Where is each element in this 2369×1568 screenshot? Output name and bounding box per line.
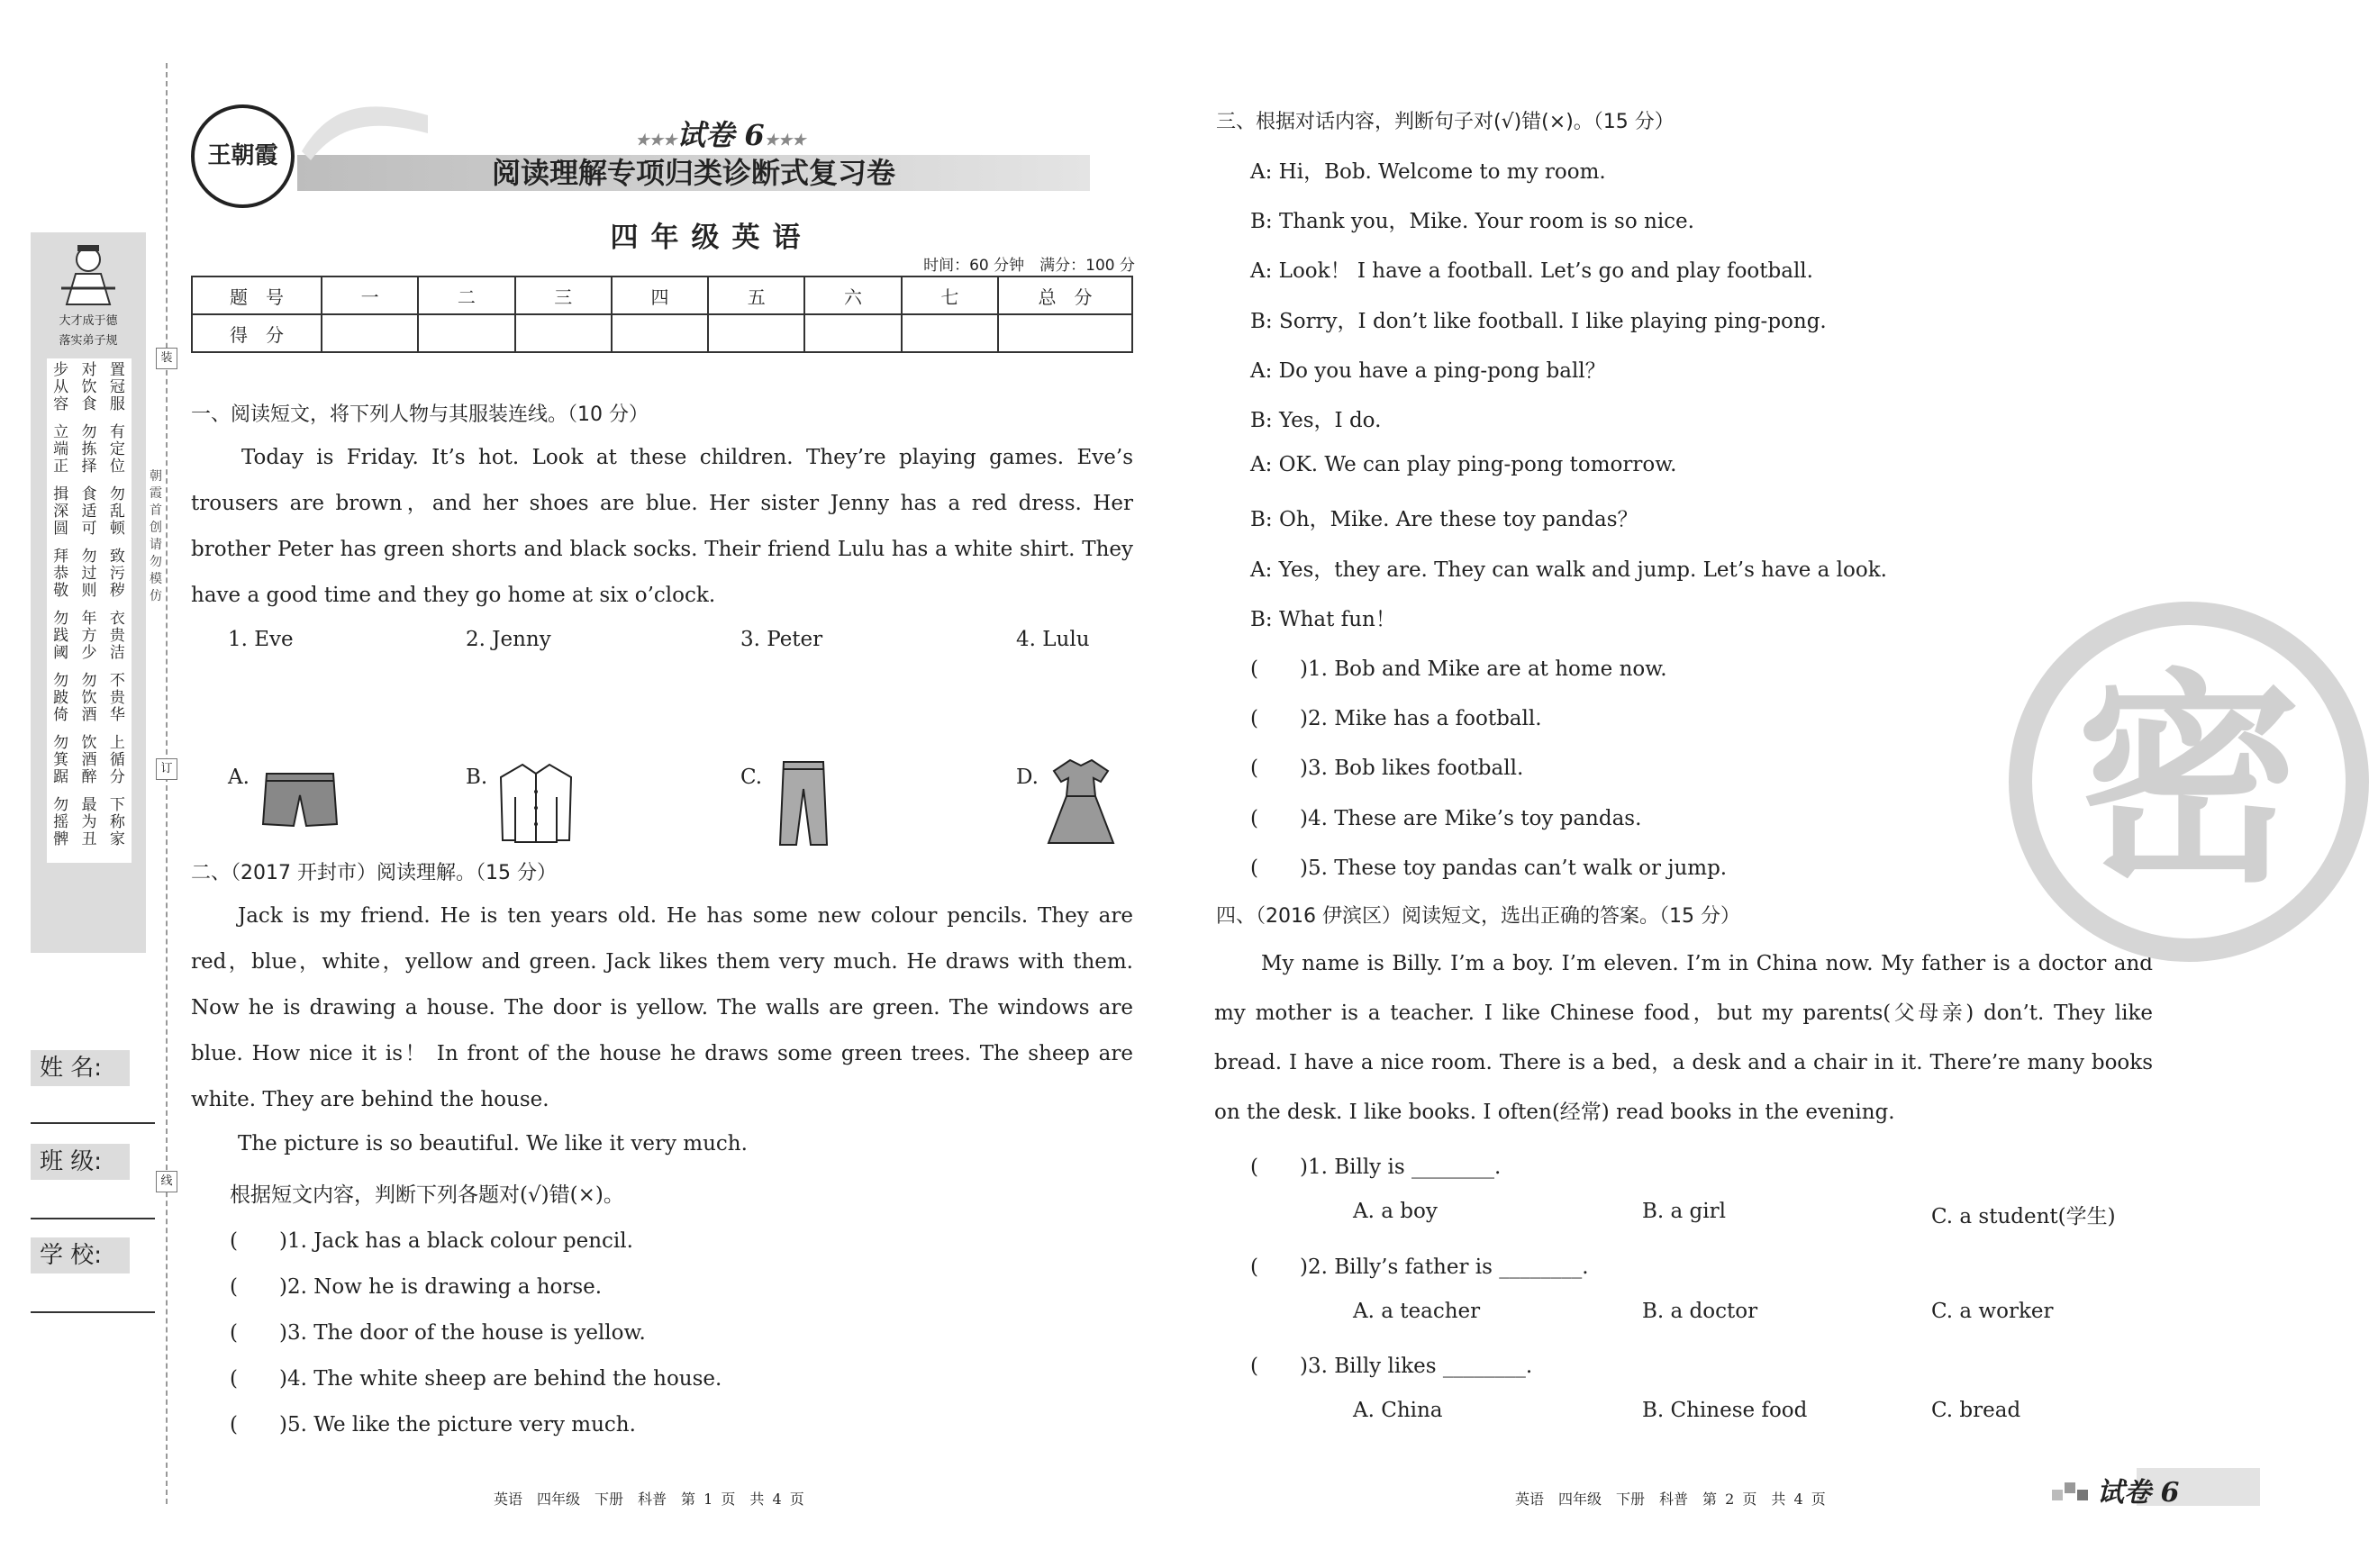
score-col-4: 四 [612,276,708,314]
score-table-header-row [192,276,1132,314]
vertical-note: 朝霞首创 请勿模仿 [150,469,175,603]
score-cell-2[interactable] [418,314,514,352]
dialogue-line-5: A: Do you have a ping-pong ball？ [1250,359,1606,383]
dialogue-line-3: A: Look！ I have a football. Let’s go and play football. [1250,259,1813,283]
section3-item-2[interactable]: ( )2. Mike has a football. [1250,707,1542,730]
rule-char: 饮 [81,378,97,396]
motto-line-2: 落实弟子规 [59,334,118,348]
rule-char: 箕 [53,751,69,769]
section3-title: 三、根据对话内容，判断句子对(√)错(×)。（15 分） [1216,111,1675,133]
person-peter: 3. Peter [740,628,823,651]
dialogue-line-1: A: Hi，Bob. Welcome to my room. [1250,160,1606,184]
rule-char: 华 [109,706,125,724]
rule-char: 少 [81,644,97,662]
dialogue-line-7: A: OK. We can play ping-pong tomorrow. [1250,453,1677,476]
dialogue-line-8: B: Oh，Mike. Are these toy pandas？ [1250,508,1638,531]
rule-char: 敬 [53,582,69,600]
rule-char: 位 [109,458,125,476]
rule-char: 摇 [53,813,69,831]
school-input-line[interactable] [31,1311,155,1313]
rule-char: 勿 [53,610,69,628]
q1-option-c[interactable]: C. a student(学生) [1931,1205,2116,1228]
score-table-score-row [192,314,1132,352]
score-col-6: 六 [804,276,901,314]
footer-right: 英语 四年级 下册 科普 第 2 页 共 4 页 [1515,1491,1826,1508]
rule-char: 深 [53,503,69,521]
rule-char: 丑 [81,830,97,848]
rule-char: 致 [109,548,125,566]
rule-char: 端 [53,440,69,458]
rule-char: 分 [109,768,125,786]
rule-char: 过 [81,565,97,583]
rule-char: 污 [109,565,125,583]
rule-char: 贵 [109,627,125,645]
rule-char: 方 [81,627,97,645]
section4-question-2[interactable]: ( )2. Billy’s father is ________. [1250,1255,1589,1279]
score-row-label: 得 分 [192,314,322,352]
cut-mark-2: 订 [156,758,177,780]
q2-option-b[interactable]: B. a doctor [1642,1300,1758,1323]
score-cell-4[interactable] [612,314,708,352]
score-col-1: 一 [322,276,418,314]
rule-char: 顿 [109,520,125,538]
rule-char: 衣 [109,610,125,628]
q2-option-c[interactable]: C. a worker [1931,1300,2054,1323]
rule-char: 贵 [109,689,125,707]
rule-char: 拣 [81,440,97,458]
option-c-label: C. [740,766,763,789]
option-a-label: A. [228,766,250,789]
option-b-label: B. [466,766,488,789]
rule-char: 置 [109,361,125,379]
q1-option-b[interactable]: B. a girl [1642,1200,1726,1223]
pixel-decoration-icon [2052,1477,2095,1504]
rule-char: 家 [109,830,125,848]
section4-question-3[interactable]: ( )3. Billy likes ________. [1250,1355,1533,1378]
binding-dashed-line [166,63,168,1504]
dialogue-line-9: A: Yes，they are. They can walk and jump. Let’s have a look. [1250,558,1887,582]
rule-char: 上 [109,734,125,752]
dialogue-line-4: B: Sorry，I don’t like football. I like playing ping-pong. [1250,310,1827,333]
rule-char: 醉 [81,768,97,786]
motto-line-1: 大才成于德 [59,314,118,328]
rule-char: 循 [109,751,125,769]
rule-char: 阈 [53,644,69,662]
rule-char: 适 [81,503,97,521]
dizigui-rules-grid [47,358,132,863]
rule-char: 最 [81,796,97,814]
rule-char: 酒 [81,751,97,769]
footer-left: 英语 四年级 下册 科普 第 1 页 共 4 页 [494,1491,804,1508]
brand-seal-logo: 王朝霞 [191,104,295,208]
main-title: 阅读理解专项归类诊断式复习卷 [491,156,895,190]
score-col-2: 二 [418,276,514,314]
person-lulu: 4. Lulu [1016,628,1090,651]
section4-question-1[interactable]: ( )1. Billy is ________. [1250,1156,1502,1179]
section4-title: 四、（2016 伊滨区）阅读短文，选出正确的答案。（15 分） [1216,905,1740,928]
section2-passage: Jack is my friend. He is ten years old. He has some new colour pencils. They are red，blue，white，yellow and green. Jack likes them very much. He draws with them. Now he is drawing a house. The door is yellow. The walls are green. The windows are blue. How nice it is！ In front of the house he draws some green trees. The sheep are white. They are behind the house. [191,904,1133,1111]
rule-char: 拜 [53,548,69,566]
rule-char: 年 [81,610,97,628]
section1-title: 一、阅读短文，将下列人物与其服装连线。（10 分） [191,403,649,426]
section2-item-3[interactable]: ( )3. The door of the house is yellow. [230,1321,646,1345]
q3-option-b[interactable]: B. Chinese food [1642,1399,1808,1422]
rule-char: 有 [109,423,125,441]
rule-char: 立 [53,423,69,441]
section3-item-1[interactable]: ( )1. Bob and Mike are at home now. [1250,657,1667,681]
rule-char: 步 [53,361,69,379]
sidebar-rules-panel [31,232,146,953]
shirt-icon [497,761,575,844]
school-label: 学 校: [31,1237,130,1273]
score-col-label: 题 号 [192,276,322,314]
score-cell-total[interactable] [998,314,1132,352]
score-cell-7[interactable] [902,314,998,352]
dress-icon [1045,757,1117,847]
scholar-figure-icon [58,241,119,312]
rule-char: 冠 [109,378,125,396]
q2-option-a[interactable]: A. a teacher [1353,1300,1481,1323]
dialogue-line-2: B: Thank you，Mike. Your room is so nice. [1250,210,1694,233]
section2-item-5[interactable]: ( )5. We like the picture very much. [230,1413,636,1437]
rule-char: 勿 [81,548,97,566]
rule-char: 可 [81,520,97,538]
rule-char: 服 [109,395,125,413]
rule-char: 践 [53,627,69,645]
rule-char: 称 [109,813,125,831]
class-input-line[interactable] [31,1218,155,1219]
rule-char: 食 [81,395,97,413]
name-label: 姓 名: [31,1050,130,1086]
rule-char: 饮 [81,689,97,707]
rule-char: 勿 [109,485,125,503]
rule-char: 勿 [53,796,69,814]
person-jenny: 2. Jenny [466,628,551,651]
section3-item-4[interactable]: ( )4. These are Mike’s toy pandas. [1250,807,1642,830]
rule-char: 定 [109,440,125,458]
section2-instruction: 根据短文内容，判断下列各题对(√)错(×)。 [230,1183,624,1207]
rule-char: 揖 [53,485,69,503]
rule-char: 勿 [53,672,69,690]
rule-char: 踞 [53,768,69,786]
rule-char: 圆 [53,520,69,538]
paper-number: ★★★试卷 6★★★ [635,118,806,152]
dialogue-line-6: B: Yes，I do. [1250,409,1382,432]
rule-char: 则 [81,582,97,600]
rule-char: 髀 [53,830,69,848]
rule-char: 容 [53,395,69,413]
score-table [191,276,1133,353]
confidential-watermark [1989,602,2301,980]
rule-char: 乱 [109,503,125,521]
score-cell-6[interactable] [804,314,901,352]
score-col-3: 三 [515,276,612,314]
subject-title: 四年级英语 [610,222,813,254]
rule-char: 下 [109,796,125,814]
section2-item-1[interactable]: ( )1. Jack has a black colour pencil. [230,1229,633,1253]
name-input-line[interactable] [31,1122,155,1124]
rule-char: 洁 [109,644,125,662]
paper-number-text: 试卷 6 [676,118,765,152]
section2-title: 二、（2017 开封市）阅读理解。（15 分） [191,862,557,884]
watermark-char: 密 [2009,602,2369,962]
sidebar-motto [38,312,139,351]
rule-char: 为 [81,813,97,831]
rule-char: 对 [81,361,97,379]
q3-option-a[interactable]: A. China [1353,1399,1443,1422]
option-d-label: D. [1016,766,1039,789]
exam-meta: 时间：60 分钟 满分：100 分 [923,257,1135,275]
rule-char: 倚 [53,706,69,724]
rule-char: 勿 [53,734,69,752]
section1-passage: Today is Friday. It’s hot. Look at these children. They’re playing games. Eve’s trousers are brown，and her shoes are blue. Her sister Jenny has a red dress. Her brother Peter has green shorts and black socks. Their friend Lulu has a white shirt. They have a good time and they go home at six o’clock. [191,446,1133,607]
section4-passage: My name is Billy. I’m a boy. I’m eleven. I’m in China now. My father is a doctor and my mother is a teacher. I like Chinese food，but my parents(父母亲) don’t. They like bread. I have a nice room. There is a bed，a desk and a chair in it. There’re many books on the desk. I like books. I often(经常) read books in the evening. [1214,952,2153,1124]
score-col-5: 五 [708,276,804,314]
shorts-icon [261,770,339,831]
section2-passage-end: The picture is so beautiful. We like it very much. [238,1132,748,1156]
q3-option-c[interactable]: C. bread [1931,1399,2021,1422]
rule-char: 秽 [109,582,125,600]
cut-mark-3: 线 [156,1171,177,1192]
score-col-total: 总 分 [998,276,1132,314]
rule-char: 勿 [81,423,97,441]
section2-item-4[interactable]: ( )4. The white sheep are behind the house. [230,1367,722,1391]
rule-char: 勿 [81,672,97,690]
rule-char: 恭 [53,565,69,583]
rule-char: 跛 [53,689,69,707]
person-eve: 1. Eve [228,628,294,651]
dialogue-line-10: B: What fun！ [1250,608,1396,631]
q1-option-a[interactable]: A. a boy [1353,1200,1438,1223]
trousers-icon [776,758,831,848]
rule-char: 饮 [81,734,97,752]
section2-item-2[interactable]: ( )2. Now he is drawing a horse. [230,1275,603,1299]
footer-tag: 试卷 6 [2097,1477,2180,1509]
section3-item-3[interactable]: ( )3. Bob likes football. [1250,757,1524,780]
section3-item-5[interactable]: ( )5. These toy pandas can’t walk or jump. [1250,857,1728,880]
score-cell-1[interactable] [322,314,418,352]
rule-char: 择 [81,458,97,476]
rule-char: 正 [53,458,69,476]
rule-char: 从 [53,378,69,396]
score-cell-5[interactable] [708,314,804,352]
rule-char: 酒 [81,706,97,724]
rule-char: 不 [109,672,125,690]
score-col-7: 七 [902,276,998,314]
class-label: 班 级: [31,1144,130,1180]
score-cell-3[interactable] [515,314,612,352]
cut-mark-1: 装 [156,348,177,369]
rule-char: 食 [81,485,97,503]
